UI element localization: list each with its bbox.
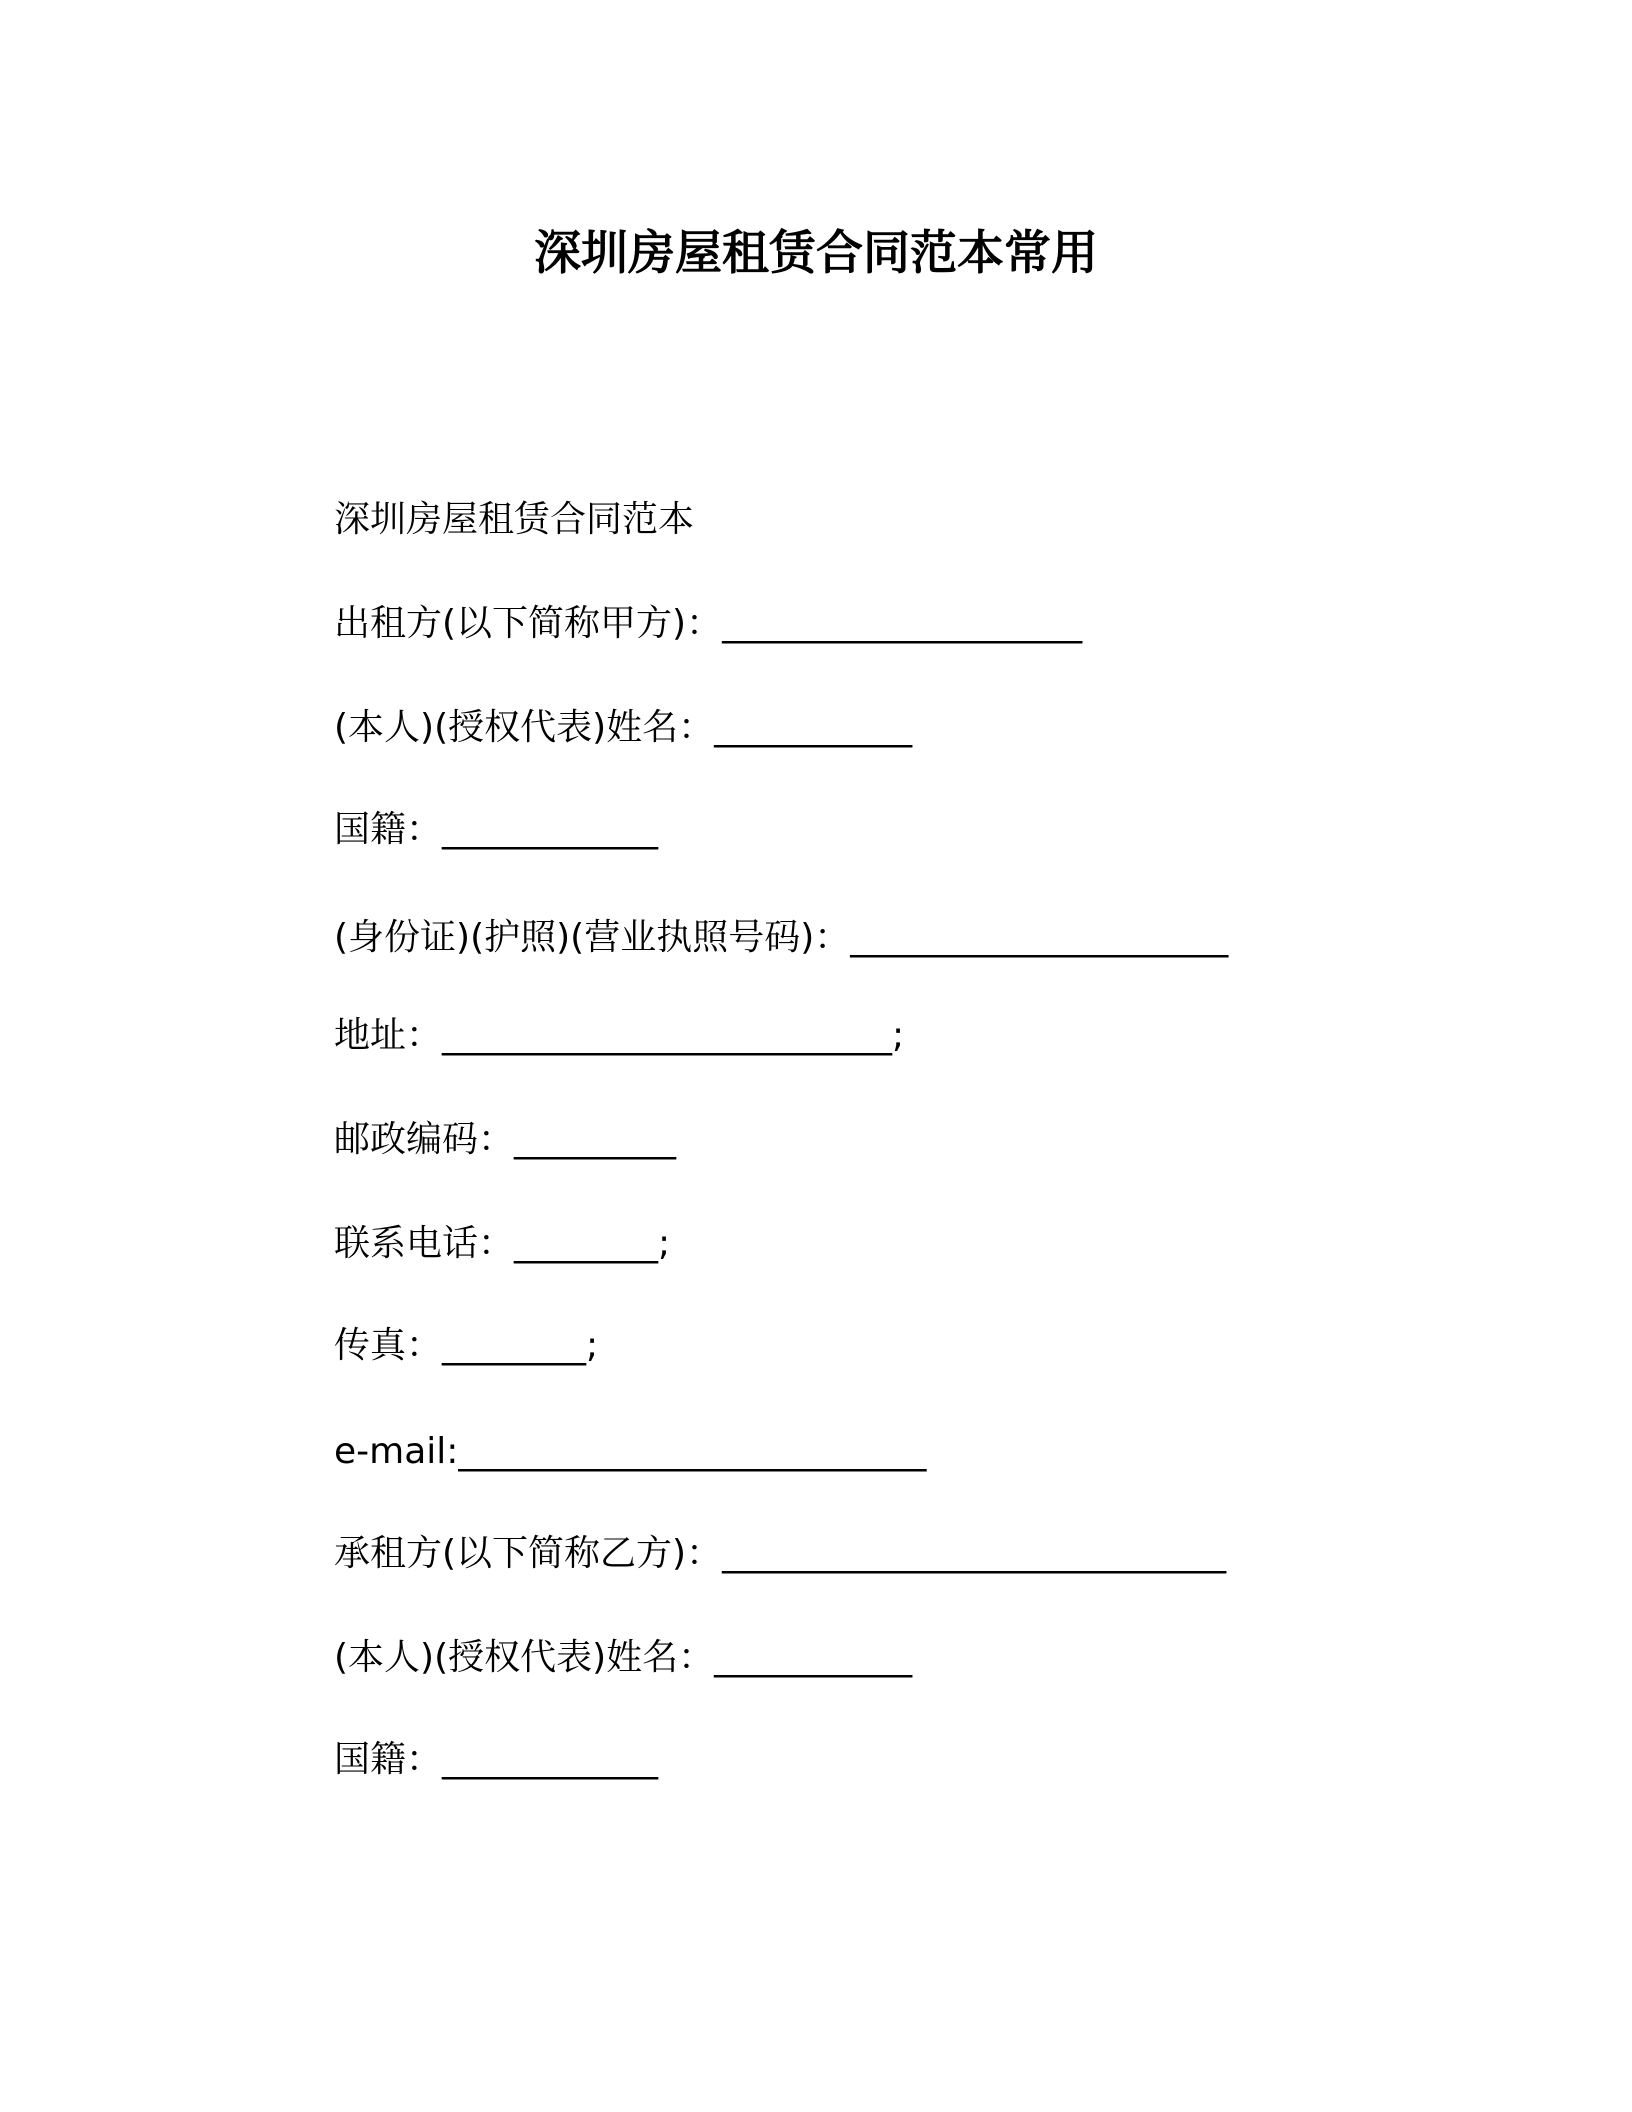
lessor-nationality-line: 国籍：____________: [334, 809, 659, 850]
lessor-email-line: e-mail:__________________________: [334, 1431, 927, 1472]
lessee-line: 承租方(以下简称乙方)：____________________________: [334, 1533, 1227, 1574]
lessor-fax-line: 传真：________;: [334, 1325, 599, 1366]
lessor-postcode-line: 邮政编码：_________: [334, 1119, 677, 1160]
lessor-line: 出租方(以下简称甲方)：____________________: [334, 603, 1083, 644]
lessor-id-line: (身份证)(护照)(营业执照号码)：_____________________: [334, 917, 1229, 958]
document-title: 深圳房屋租赁合同范本常用: [534, 226, 1098, 281]
lessor-phone-line: 联系电话：________;: [334, 1223, 671, 1264]
lessor-address-line: 地址：_________________________;: [334, 1015, 905, 1056]
lessee-name-line: (本人)(授权代表)姓名：___________: [334, 1637, 913, 1678]
lessee-nationality-line: 国籍：____________: [334, 1739, 659, 1780]
contract-subtitle: 深圳房屋租赁合同范本: [334, 499, 695, 540]
lessor-name-line: (本人)(授权代表)姓名：___________: [334, 707, 913, 748]
